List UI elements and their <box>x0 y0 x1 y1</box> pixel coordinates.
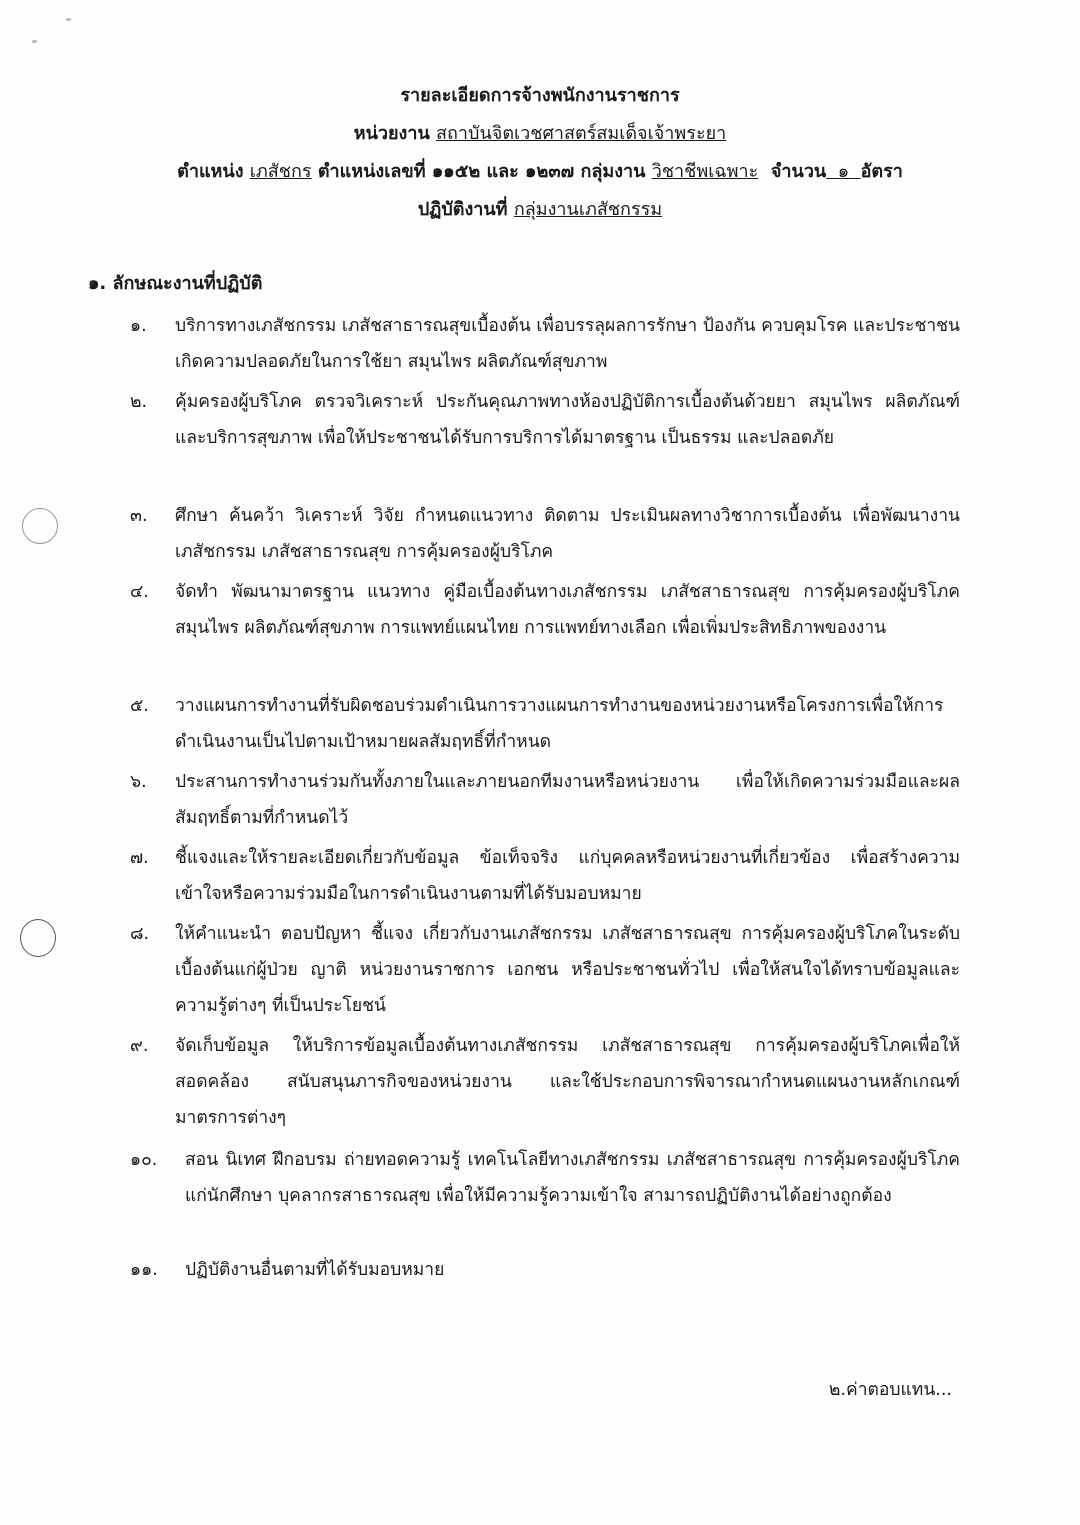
scan-speck <box>32 40 37 43</box>
position-value: เภสัชกร <box>249 161 312 182</box>
document-title: รายละเอียดการจ้างพนักงานราชการ <box>400 85 680 106</box>
section-1-title: ๑. ลักษณะงานที่ปฏิบัติ <box>88 273 263 294</box>
list-item: ๑. บริการทางเภสัชกรรม เภสัชสาธารณสุขเบื้องต้น เพื่อบรรลุผลการรักษา ป้องกัน ควบคุมโรค และประชาชนเกิดความปลอดภัยในการใช้ยา สมุนไพร ผลิตภัณฑ์สุขภาพ <box>130 316 960 372</box>
list-item: ๓. ศึกษา ค้นคว้า วิเคราะห์ วิจัย กำหนดแนวทาง ติดตาม ประเมินผลทางวิชาการเบื้องต้น เพื่อพัฒนางานเภสัชกรรม เภสัชสาธารณสุข การคุ้มครองผู้บริโภค <box>130 506 960 562</box>
list-item: ๘. ให้คำแนะนำ ตอบปัญหา ชี้แจง เกี่ยวกับงานเภสัชกรรม เภสัชสาธารณสุข การคุ้มครองผู้บริโภคในระดับเบื้องต้นแก่ผู้ป่วย ญาติ หน่วยงานราชการ เอกชน หรือประชาชนทั่วไป เพื่อให้สนใจได้ทราบข้อมูลและความรู้ต่างๆ ที่เป็นประโยชน์ <box>130 924 960 1016</box>
punch-hole-mark <box>20 919 56 957</box>
position-number: ๑๑๕๒ และ ๑๒๓๗ <box>431 161 575 182</box>
unit-line: หน่วยงาน สถาบันจิตเวชศาสตร์สมเด็จเจ้าพระยา <box>353 123 727 144</box>
count-value: ๑ <box>837 161 850 182</box>
punch-hole-mark <box>22 508 58 544</box>
workplace-line: ปฏิบัติงานที่ กลุ่มงานเภสัชกรรม <box>417 199 663 220</box>
list-item: ๑๑. ปฏิบัติงานอื่นตามที่ได้รับมอบหมาย <box>130 1260 445 1280</box>
group-value: วิชาชีพเฉพาะ <box>651 161 759 182</box>
scan-speck <box>66 18 71 21</box>
list-item: ๗. ชี้แจงและให้รายละเอียดเกี่ยวกับข้อมูล ข้อเท็จจริง แก่บุคคลหรือหน่วยงานที่เกี่ยวข้อง เพื่อสร้างความเข้าใจหรือความร่วมมือในการดำเนินงานตามที่ได้รับมอบหมาย <box>130 848 960 904</box>
list-item: ๙. จัดเก็บข้อมูล ให้บริการข้อมูลเบื้องต้นทางเภสัชกรรม เภสัชสาธารณสุข การคุ้มครองผู้บริโภคเพื่อให้สอดคล้อง สนับสนุนภารกิจของหน่วยงาน และใช้ประกอบการพิจารณากำหนดแผนงานหลักเกณฑ์มาตรการต่างๆ <box>130 1036 960 1128</box>
unit-value: สถาบันจิตเวชศาสตร์สมเด็จเจ้าพระยา <box>436 123 727 144</box>
list-item: ๖. ประสานการทำงานร่วมกันทั้งภายในและภายนอกทีมงานหรือหน่วยงาน เพื่อให้เกิดความร่วมมือและผลสัมฤทธิ์ตามที่กำหนดไว้ <box>130 772 960 828</box>
position-line: ตำแหน่ง เภสัชกร ตำแหน่งเลขที่ ๑๑๕๒ และ ๑๒๓๗ กลุ่มงาน วิชาชีพเฉพาะ จำนวน ๑ อัตรา <box>177 161 903 182</box>
list-item: ๑๐. สอน นิเทศ ฝึกอบรม ถ่ายทอดความรู้ เทคโนโลยีทางเภสัชกรรม เภสัชสาธารณสุข การคุ้มครองผู้บริโภคแก่นักศึกษา บุคลากรสาธารณสุข เพื่อให้มีความรู้ความเข้าใจ สามารถปฏิบัติงานได้อย่างถูกต้อง <box>130 1150 960 1206</box>
list-item: ๕. วางแผนการทำงานที่รับผิดชอบร่วมดำเนินการวางแผนการทำงานของหน่วยงานหรือโครงการเพื่อให้การดำเนินงานเป็นไปตามเป้าหมายผลสัมฤทธิ์ที่กำหนด <box>130 696 944 752</box>
workplace-value: กลุ่มงานเภสัชกรรม <box>513 199 663 220</box>
list-item: ๔. จัดทำ พัฒนามาตรฐาน แนวทาง คู่มือเบื้องต้นทางเภสัชกรรม เภสัชสาธารณสุข การคุ้มครองผู้บริโภค สมุนไพร ผลิตภัณฑ์สุขภาพ การแพทย์แผนไทย การแพทย์ทางเลือก เพื่อเพิ่มประสิทธิภาพของงาน <box>130 582 960 638</box>
continuation-note: ๒.ค่าตอบแทน... <box>828 1380 952 1400</box>
list-item: ๒. คุ้มครองผู้บริโภค ตรวจวิเคราะห์ ประกันคุณภาพทางห้องปฏิบัติการเบื้องต้นด้วยยา สมุนไพร ผลิตภัณฑ์และบริการสุขภาพ เพื่อให้ประชาชนได้รับการบริการได้มาตรฐาน เป็นธรรม และปลอดภัย <box>130 392 960 448</box>
